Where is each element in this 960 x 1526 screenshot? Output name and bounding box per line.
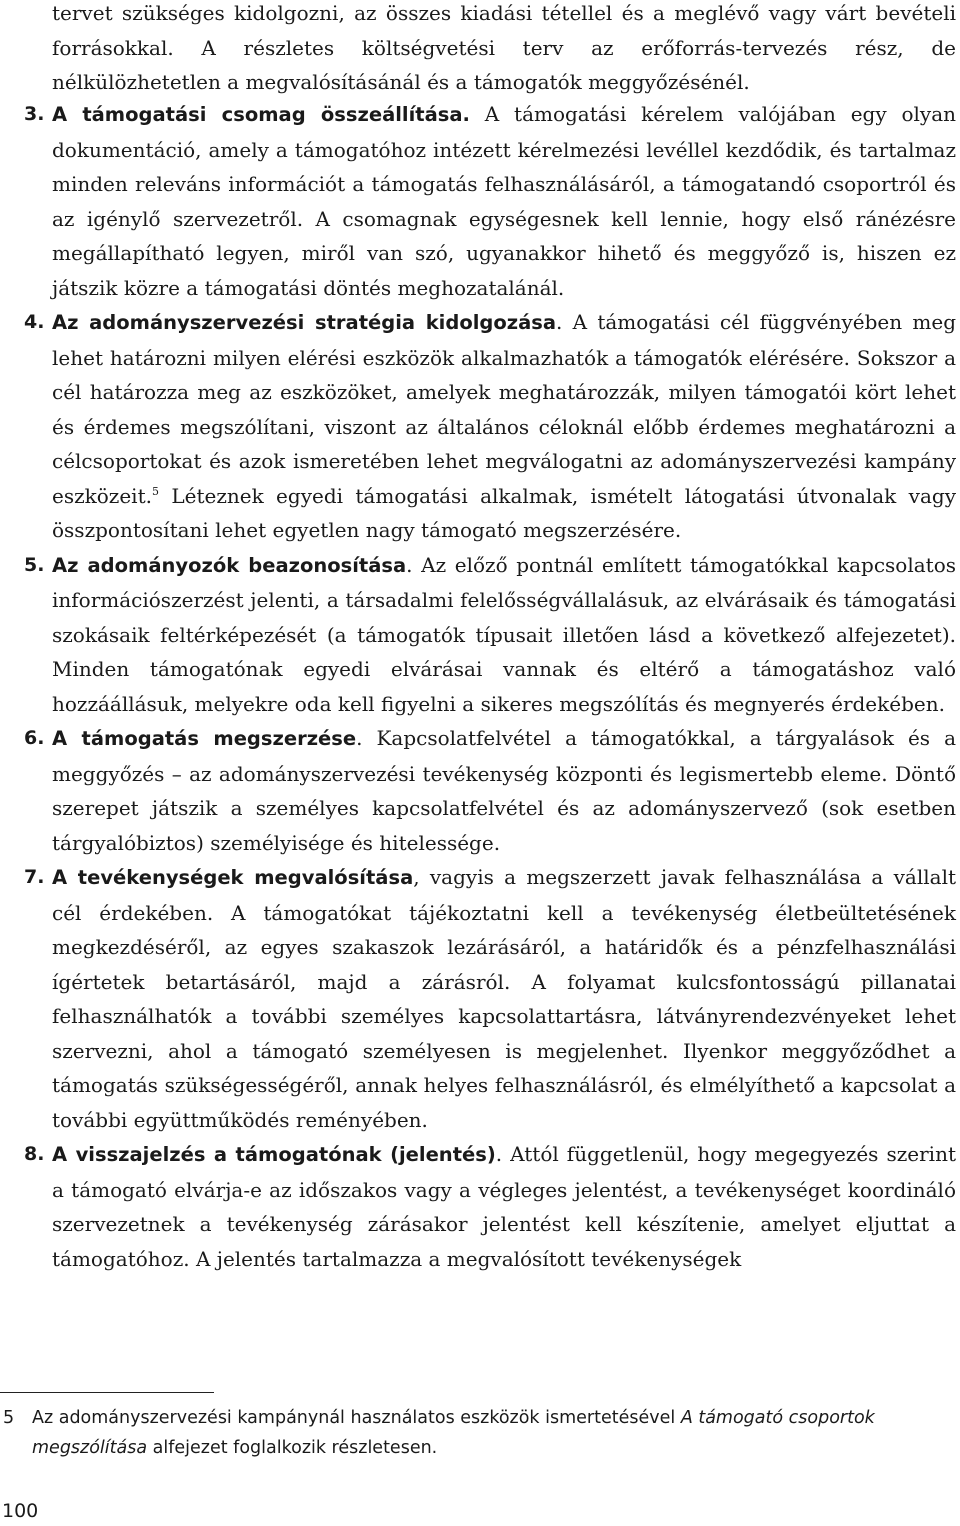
item-number: 4.: [24, 311, 45, 333]
item-number: 6.: [24, 727, 45, 749]
list-item-4: [0, 305, 956, 548]
list-item-5: [0, 548, 956, 722]
footnote-cited-title: A támogató csoportok megszólítása: [32, 1408, 875, 1458]
item-title: A tevékenységek megvalósítása: [52, 866, 414, 889]
item-body: Az előző pontnál említett támogatókkal kapcsolatos információszerzést jelenti, a társadalmi felelősségvállalásuk, az elvárásaik és támogatási szokásaik feltérképezését (a támogatók típusait illetően lásd a következő alfejezetet). Minden támogatónak egyedi elvárásai vannak és eltérő a támogatáshoz való hozzáállásuk, melyekre oda kell figyelni a sikeres megszólítás és megnyerés érdekében.: [52, 552, 956, 716]
footnote: [3, 1403, 956, 1463]
item-number: 5.: [24, 553, 45, 576]
item-title-punct: .: [406, 552, 413, 577]
list-item-8: [0, 1137, 956, 1276]
item-number: 8.: [24, 1143, 45, 1165]
item-title: Az adományszervezési stratégia kidolgozása: [52, 311, 557, 334]
list-item-6: [0, 721, 956, 860]
footnote-text-end: alfejezet foglalkozik részletesen.: [147, 1438, 438, 1458]
item-body: vagyis a megszerzett javak felhasználása a vállalt cél érdekében. A támogatókat tájékoztatni kell a tevékenység életbeültetésének megkezdéséről, az egyes szakaszok lezárásáról, a határidők és a pénzfelhasználási ígértetek betartásáról, majd a zárásról. A folyamat kulcsfontosságú pillanatai felhasználhatók a további személyes kapcsolattartásra, látványrendezvényeket lehet szervezni, ahol a támogató személyesen is megjelenhet. Ilyenkor meggyőződhet a támogatás szükségességéről, annak helyes felhasználásról, és elmélyíthető a kapcsolat a további együttműködés reményében.: [52, 865, 956, 1132]
item-number: 3.: [24, 103, 45, 125]
item-body: Attól függetlenül, hogy megegyezés szerint a támogató elvárja-e az időszakos vagy a végleges jelentést, a tevékenységet koordináló szervezetnek a tevékenység zárásakor jelentést kell készítenie, amelyet eljuttat a támogatóhoz. A jelentés tartalmazza a megvalósított tevékenységek: [52, 1142, 956, 1271]
item-body: A támogatási cél függvényében meg lehet határozni milyen elérési eszközök alkalmazhatók a támogatók elérésére. Sokszor a cél határozza meg az eszközöket, amelyek meghatározzák, milyen támogatói kört lehet és érdemes megszólítani, viszont az általános céloknál előbb érdemes meghatározni a célcsoportokat és azok ismeretében lehet megválogatni az adományszervezési kampány eszközeit.: [52, 310, 956, 508]
item-body: Kapcsolatfelvétel a támogatókkal, a tárgyalások és a meggyőzés – az adományszervezési tevékenység központi és legismertebb eleme. Döntő szerepet játszik a személyes kapcsolatfelvétel és az adományszervező (sok esetben tárgyalóbiztos) személyisége és hitelessége.: [52, 726, 957, 855]
item-title-punct: .: [356, 726, 363, 750]
item-title-punct: ,: [413, 865, 420, 889]
item-title-punct: .: [462, 103, 470, 126]
intro-paragraph: tervet szükséges kidolgozni, az összes kiadási tétellel és a meglévő vagy várt bevételi forrásokkal. A részletes költségvetési terv az erőforrás-tervezés rész, de nélkülözhetetlen a megvalósításánál és a támogatók meggyőzésénél.: [52, 1, 956, 94]
list-item-7: [0, 860, 956, 1137]
footnote-number: 5: [3, 1408, 15, 1428]
footnote-text: Az adományszervezési kampánynál használatos eszközök ismertetésével: [32, 1408, 681, 1428]
footnote-divider: [0, 1392, 214, 1393]
item-body-continued: Léteznek egyedi támogatási alkalmak, ismételt látogatási útvonalak vagy összpontosítani lehet egyetlen nagy támogató megszerzésére.: [52, 483, 956, 542]
footnote-reference[interactable]: 5: [151, 484, 159, 498]
item-body: A támogatási kérelem valójában egy olyan dokumentáció, amely a támogatóhoz intézett kérelmezési levéllel kezdődik, és tartalmaz minden releváns információt a támogatás felhasználásáról, a támogatandó csoportról és az igénylő szervezetről. A csomagnak egységesnek kell lennie, hogy első ránézésre megállapítható legyen, miről van szó, ugyanakkor hihető és meggyőző is, hiszen ez játszik közre a támogatási döntés meghozatalánál.: [52, 102, 956, 300]
item-title: A támogatás megszerzése: [52, 727, 357, 750]
item-number: 7.: [24, 866, 45, 888]
item-title-punct: .: [556, 310, 563, 334]
item-title-punct: .: [495, 1142, 503, 1166]
item-title: A támogatási csomag összeállítása: [52, 103, 463, 126]
list-item-3: [0, 97, 956, 305]
page-number: 100: [2, 1500, 39, 1522]
numbered-list: [0, 97, 960, 1276]
item-title: A visszajelzés a támogatónak (jelentés): [52, 1143, 496, 1166]
item-title: Az adományozók beazonosítása: [52, 553, 407, 577]
